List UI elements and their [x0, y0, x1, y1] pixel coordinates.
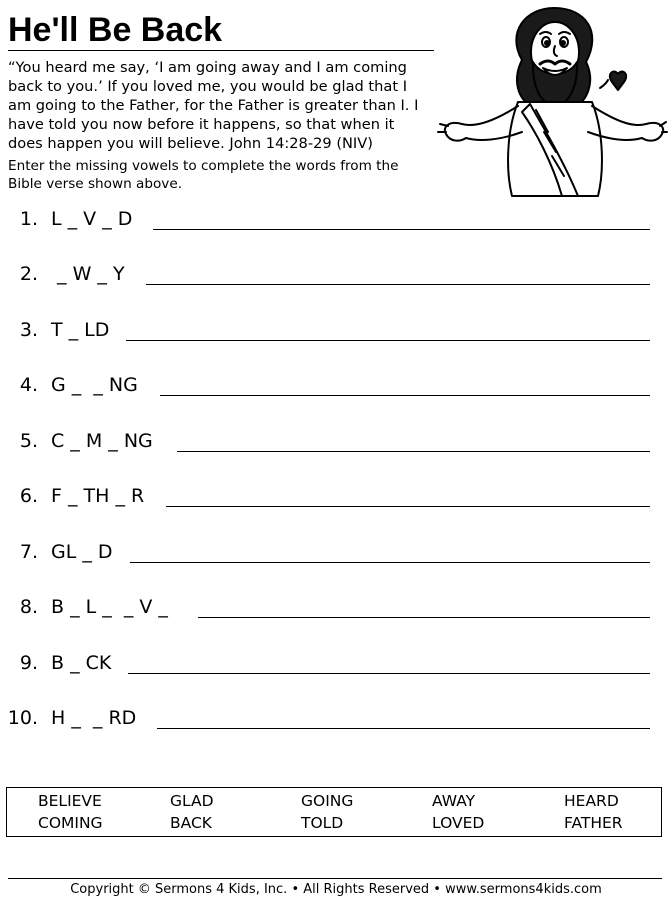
word-bank-item: TOLD [301, 814, 344, 832]
word-bank-item: AWAY [432, 792, 476, 810]
question-word: F _ TH _ R [51, 485, 145, 507]
answer-line[interactable] [128, 673, 650, 674]
answer-line[interactable] [153, 229, 650, 230]
verse-line: “You heard me say, ‘I am going away and I am coming [8, 59, 407, 76]
question-item [0, 261, 650, 287]
answer-line[interactable] [126, 340, 650, 341]
question-word: C _ M _ NG [51, 430, 153, 452]
question-word: _ W _ Y [51, 263, 125, 285]
question-number: 3. [19, 319, 38, 341]
question-item [0, 705, 650, 731]
question-number: 4. [19, 374, 38, 396]
question-number: 1. [19, 208, 38, 230]
word-bank-item: LOVED [432, 814, 485, 832]
question-word: B _ L _ _ V _ [51, 596, 168, 618]
footer-divider [8, 878, 662, 879]
question-word: G _ _ NG [51, 374, 138, 396]
bible-verse [8, 58, 433, 153]
question-word: GL _ D [51, 541, 113, 563]
verse-line: have told you now before it happens, so that when it [8, 116, 395, 133]
question-item [0, 317, 650, 343]
word-bank-item: GLAD [170, 792, 214, 810]
question-item [0, 539, 650, 565]
word-bank-item: GOING [301, 792, 354, 810]
answer-line[interactable] [160, 395, 650, 396]
question-word: L _ V _ D [51, 208, 133, 230]
word-bank-item: COMING [38, 814, 103, 832]
question-item [0, 483, 650, 509]
question-item [0, 372, 650, 398]
question-number: 8. [19, 596, 38, 618]
question-number: 9. [19, 652, 38, 674]
answer-line[interactable] [166, 506, 650, 507]
word-bank-item: FATHER [564, 814, 623, 832]
question-number: 5. [19, 430, 38, 452]
question-word: T _ LD [51, 319, 110, 341]
question-item [0, 650, 650, 676]
instructions [8, 157, 438, 193]
title-divider [8, 50, 434, 51]
verse-line: back to you.’ If you loved me, you would be glad that I [8, 78, 407, 95]
question-item [0, 428, 650, 454]
word-bank [6, 787, 662, 837]
word-bank-item: BACK [170, 814, 212, 832]
word-bank-item: BELIEVE [38, 792, 102, 810]
answer-line[interactable] [198, 617, 650, 618]
question-number: 6. [19, 485, 38, 507]
word-bank-item: HEARD [564, 792, 619, 810]
instruction-line: Enter the missing vowels to complete the words from the [8, 158, 399, 174]
question-item [0, 206, 650, 232]
question-word: H _ _ RD [51, 707, 137, 729]
verse-line: am going to the Father, for the Father is greater than I. I [8, 97, 419, 114]
question-number: 7. [19, 541, 38, 563]
answer-line[interactable] [157, 728, 650, 729]
question-number: 10. [7, 707, 38, 729]
answer-line[interactable] [177, 451, 650, 452]
answer-line[interactable] [130, 562, 650, 563]
verse-line: does happen you will believe. John 14:28-29 (NIV) [8, 135, 373, 152]
jesus-cartoon-icon [436, 2, 668, 198]
copyright-footer: Copyright © Sermons 4 Kids, Inc. • All Rights Reserved • www.sermons4kids.com [70, 882, 602, 897]
answer-line[interactable] [146, 284, 650, 285]
instruction-line: Bible verse shown above. [8, 176, 183, 192]
page-title: He'll Be Back [8, 11, 223, 49]
question-number: 2. [19, 263, 38, 285]
question-item [0, 594, 650, 620]
question-word: B _ CK [51, 652, 112, 674]
